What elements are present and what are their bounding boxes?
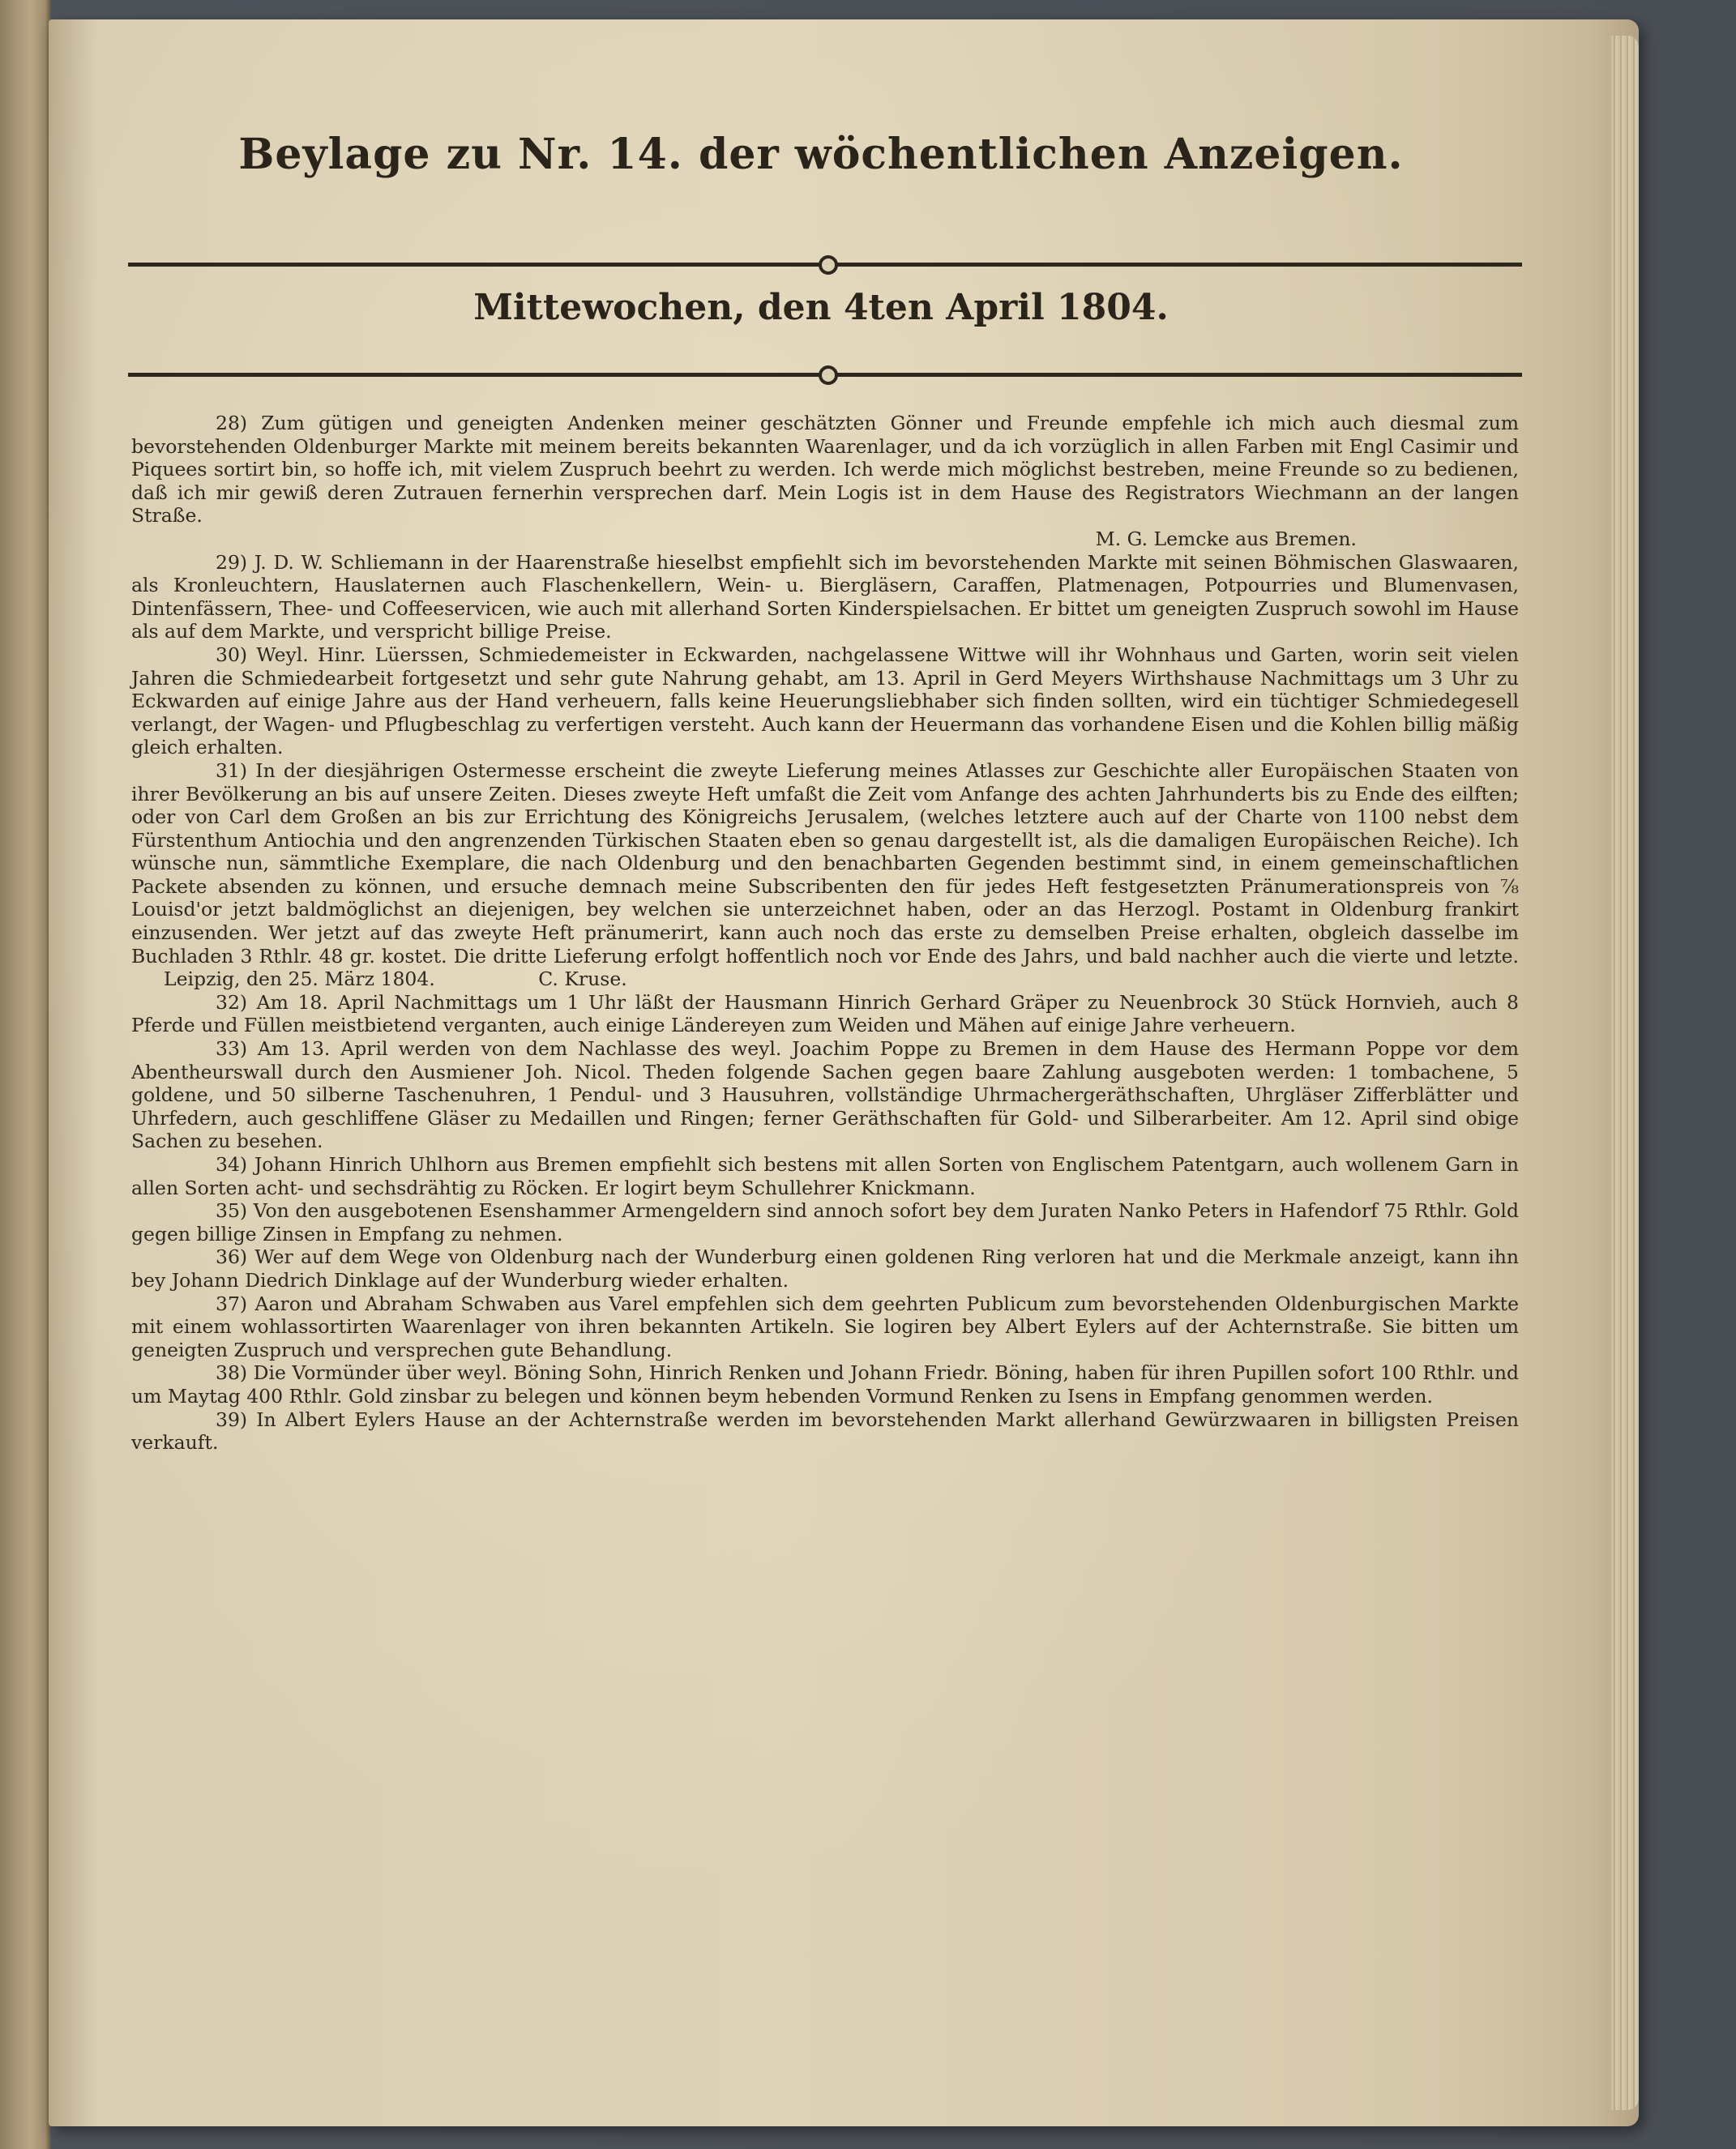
advert-text: 34) Johann Hinrich Uhlhorn aus Bremen empfiehlt sich bestens mit allen Sorten von Englischem Patentgarn, auch wollenem Garn in allen Sorten acht- und sechsdrähtig zu Röcken. Er logirt beym Schullehrer Knickmann. [131,1153,1519,1199]
rule-ornament [819,365,838,385]
advert-34 [131,1153,1519,1199]
advert-text: 32) Am 18. April Nachmittags um 1 Uhr läßt der Hausmann Hinrich Gerhard Gräper zu Neuenbrock 30 Stück Hornvieh, auch 8 Pferde und Füllen meistbietend verganten, auch einige Ländereyen zum Weiden und Mähen auf einige Jahre verheuern. [131,990,1519,1037]
title-rule [128,263,1522,267]
advert-text: 38) Die Vormünder über weyl. Böning Sohn, Hinrich Renken und Johann Friedr. Böning, haben für ihren Pupillen sofort 100 Rthlr. und um Maytag 400 Rthlr. Gold zinsbar zu belegen und können beym hebenden Vormund Renken zu Isens in Empfang genommen werden. [131,1361,1519,1408]
advert-signature: C. Kruse. [538,968,627,991]
advert-33 [131,1037,1519,1153]
date-rule [128,373,1522,377]
advert-28 [131,412,1519,551]
page-title: Beylage zu Nr. 14. der wöchentlichen Anzeigen. [238,130,1404,179]
advert-30 [131,643,1519,759]
advert-text: 30) Weyl. Hinr. Lüerssen, Schmiedemeister in Eckwarden, nachgelassene Wittwe will ihr Wohnhaus und Garten, worin seit vielen Jahren die Schmiedearbeit fortgesetzt und sehr gute Nahrung gehabt, am 13. April in Gerd Meyers Wirthshause Nachmittags um 3 Uhr zu Eckwarden auf einige Jahre aus der Hand verheuern, falls keine Heuerungsliebhaber sich finden sollten, wird ein tüchtiger Schmiedegesell verlangt, der Wagen- und Pflugbeschlag zu verfertigen versteht. Auch kann der Heuermann das vorhandene Eisen und die Kohlen billig mäßig gleich erhalten. [131,643,1519,759]
advert-dateline: Leipzig, den 25. März 1804. [164,968,435,991]
advert-37 [131,1292,1519,1362]
advert-31 [131,759,1519,991]
advert-text: 28) Zum gütigen und geneigten Andenken meiner geschätzten Gönner und Freunde empfehle ich mich auch diesmal zum bevorstehenden Oldenburger Markte mit meinem bereits bekannten Waarenlager, und da ich vorzüglich in allen Farben mit Engl Casimir und Piquees sortirt bin, so hoffe ich, mit vielem Zuspruch beehrt zu werden. Ich werde mich möglichst bestreben, meine Freunde so zu bedienen, daß ich mir gewiß deren Zutrauen fernerhin versprechen darf. Mein Logis ist in dem Hause des Registrators Wiechmann an der langen Straße. [131,412,1519,528]
advert-text: 33) Am 13. April werden von dem Nachlasse des weyl. Joachim Poppe zu Bremen in dem Hause des Hermann Poppe vor dem Abentheurswall durch den Ausmiener Joh. Nicol. Theden folgende Sachen gegen baare Zahlung ausgeboten werden: 1 tombachene, 5 goldene, und 50 silberne Taschenuhren, 1 Pendul- und 3 Hausuhren, vollständige Uhrmachergeräthschaften, Uhrgläser Zifferblätter und Uhrfedern, auch geschliffene Gläser zu Medaillen und Ringen; ferner Geräthschaften für Gold- und Silberarbeiter. Am 12. April sind obige Sachen zu besehen. [131,1037,1519,1153]
advert-29 [131,551,1519,643]
advert-text: 31) In der diesjährigen Ostermesse erscheint die zweyte Lieferung meines Atlasses zur Geschichte aller Europäischen Staaten von ihrer Bevölkerung an bis auf unsere Zeiten. Dieses zweyte Heft umfaßt die Zeit vom Anfange des achten Jahrhunderts bis zu Ende des eilften; oder von Carl dem Großen an bis zur Errichtung des Königreichs Jerusalem, (welches letztere auch auf der Charte von 1100 nebst dem Fürstenthum Antiochia und den angrenzenden Türkischen Staaten eben so genau dargestellt ist, als die damaligen Europäischen Reiche). Ich wünsche nun, sämmtliche Exemplare, die nach Oldenburg und den benachbarten Gegenden bestimmt sind, in einem gemeinschaftlichen Packete absenden zu können, und ersuche demnach meine Subscribenten den für jedes Heft festgesetzten Pränumerationspreis von ⅞ Louisd'or jetzt baldmöglichst an diejenigen, bey welchen sie unterzeichnet haben, oder an das Herzogl. Postamt in Oldenburg frankirt einzusenden. Wer jetzt auf das zweyte Heft pränumerirt, kann auch noch das erste zu demselben Preise erhalten, obgleich dasselbe im Buchladen 3 Rthlr. 48 gr. kostet. Die dritte Lieferung erfolgt hoffentlich noch vor Ende des Jahrs, und bald nachher auch die vierte und letzte. [131,758,1519,968]
advert-text: 29) J. D. W. Schliemann in der Haarenstraße hieselbst empfiehlt sich im bevorstehenden Markte mit seinen Böhmischen Glaswaaren, als Kronleuchtern, Hauslaternen auch Flaschenkellern, Wein- u. Biergläsern, Caraffen, Platmenagen, Potpourries und Blumenvasen, Dintenfässern, Thee- und Coffeeservicen, wie auch mit allerhand Sorten Kinderspielsachen. Er bittet um geneigten Zuspruch sowohl im Hause als auf dem Markte, und verspricht billige Preise. [131,550,1519,643]
advert-35 [131,1199,1519,1245]
issue-date: Mittewochen, den 4ten April 1804. [473,287,1169,328]
advert-signature: M. G. Lemcke aus Bremen. [1095,527,1357,550]
advert-39 [131,1408,1519,1455]
advert-text: 37) Aaron und Abraham Schwaben aus Varel empfehlen sich dem geehrten Publicum zum bevorstehenden Oldenburgischen Markte mit einem wohlassortirten Waarenlager von ihren bekannten Artikeln. Sie logiren bey Albert Eylers auf der Achternstraße. Sie bitten um geneigten Zuspruch und versprechen gute Behandlung. [131,1292,1519,1361]
advert-text: 36) Wer auf dem Wege von Oldenburg nach der Wunderburg einen goldenen Ring verloren hat und die Merkmale anzeigt, kann ihn bey Johann Diedrich Dinklage auf der Wunderburg wieder erhalten. [131,1245,1519,1292]
facing-page-edge [0,0,50,2149]
advertisements [131,412,1519,1455]
advert-36 [131,1245,1519,1292]
advert-text: 35) Von den ausgebotenen Esenshammer Armengeldern sind annoch sofort bey dem Juraten Nanko Peters in Hafendorf 75 Rthlr. Gold gegen billige Zinsen in Empfang zu nehmen. [131,1199,1519,1245]
rule-ornament [819,255,838,275]
page-stack-edge [1611,36,1639,2110]
newspaper-page [49,19,1639,2126]
advert-32 [131,991,1519,1037]
advert-text: 39) In Albert Eylers Hause an der Achternstraße werden im bevorstehenden Markt allerhand Gewürzwaaren in billigsten Preisen verkauft. [131,1408,1519,1455]
advert-38 [131,1361,1519,1408]
